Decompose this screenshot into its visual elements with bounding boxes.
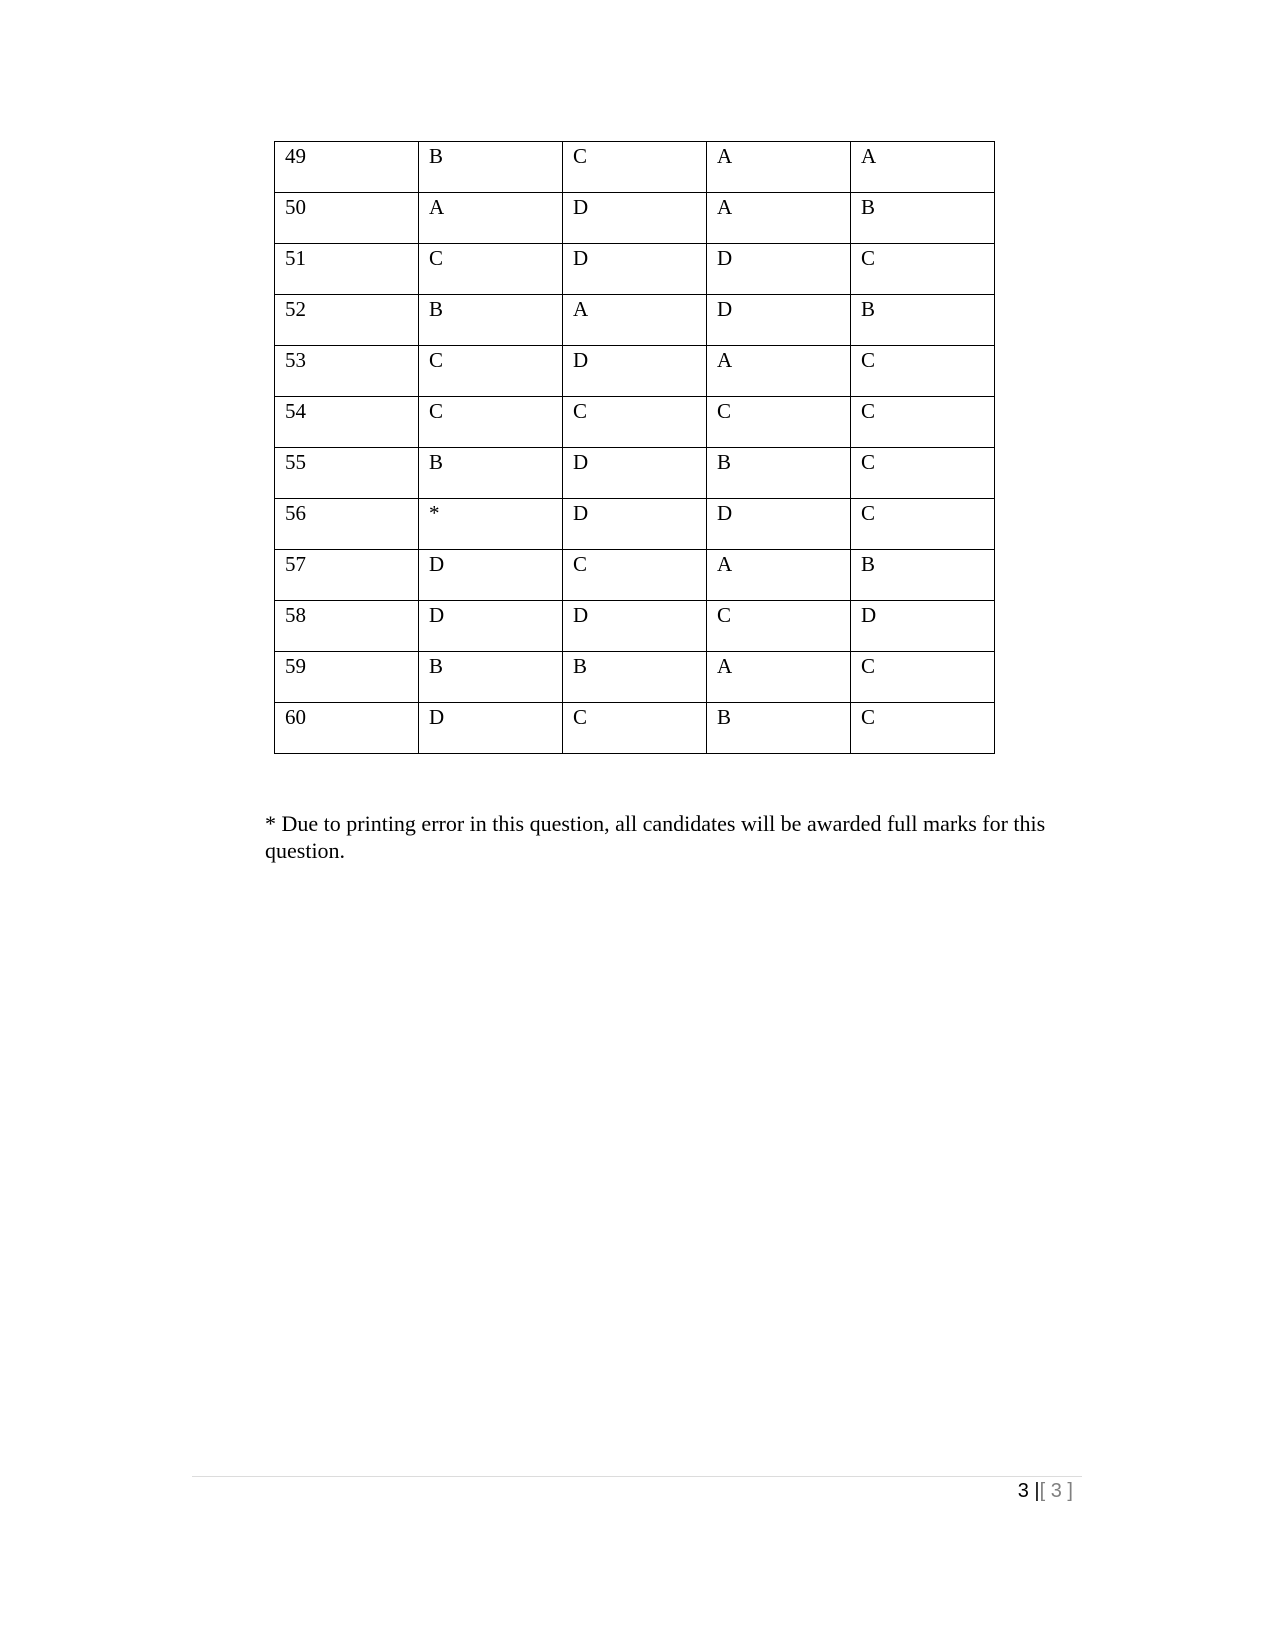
answer-letter: A [717,144,733,168]
answer-cell [563,652,707,703]
answer-letter: C [861,348,876,372]
table-row [275,703,995,754]
answer-letter: D [573,501,589,525]
answer-letter: D [717,501,733,525]
answer-key-body [275,142,995,754]
answer-cell [419,703,563,754]
answer-cell [707,295,851,346]
answer-cell [419,652,563,703]
answer-cell [707,703,851,754]
question-number-cell [275,652,419,703]
question-number-cell [275,397,419,448]
answer-cell [563,703,707,754]
answer-letter: D [573,450,589,474]
answer-letter: C [573,705,588,729]
table-row [275,499,995,550]
answer-cell [851,550,995,601]
answer-letter: C [573,144,588,168]
question-number: 58 [285,603,306,627]
page-total: [ 3 ] [1039,1480,1073,1502]
answer-cell [707,550,851,601]
answer-cell [563,346,707,397]
answer-letter: D [573,603,589,627]
answer-letter: B [429,450,444,474]
answer-cell [707,142,851,193]
answer-letter: A [717,195,733,219]
table-row [275,397,995,448]
answer-cell [707,397,851,448]
answer-letter: D [429,705,445,729]
answer-letter: A [717,348,733,372]
answer-cell [851,601,995,652]
answer-letter: C [861,399,876,423]
answer-cell [419,448,563,499]
question-number: 56 [285,501,306,525]
answer-cell [419,142,563,193]
answer-cell [851,244,995,295]
answer-cell [563,601,707,652]
answer-cell [851,397,995,448]
answer-letter: B [717,705,732,729]
answer-letter: D [717,297,733,321]
answer-letter: A [861,144,877,168]
answer-letter: B [429,654,444,678]
answer-letter: A [429,195,445,219]
answer-cell [419,295,563,346]
answer-letter: * [429,501,440,525]
answer-cell [563,142,707,193]
answer-cell [563,295,707,346]
page-number [1018,1480,1073,1503]
question-number-cell [275,244,419,295]
answer-cell [563,448,707,499]
answer-letter: B [861,195,876,219]
table-row [275,346,995,397]
answer-letter: C [861,450,876,474]
footnote: * Due to printing error in this question, all candidates will be awarded full marks for this question. [265,811,1046,863]
answer-key-table [274,141,995,754]
answer-cell [563,499,707,550]
table-row [275,142,995,193]
answer-cell [851,703,995,754]
answer-letter: A [717,654,733,678]
answer-cell [419,193,563,244]
page-current: 3 [1017,1480,1029,1502]
question-number-cell [275,703,419,754]
answer-letter: D [861,603,877,627]
answer-cell [707,193,851,244]
answer-cell [563,550,707,601]
answer-letter: D [573,348,589,372]
table-row [275,550,995,601]
answer-cell [419,499,563,550]
answer-letter: A [717,552,733,576]
answer-letter: D [573,246,589,270]
answer-letter: C [861,705,876,729]
answer-cell [851,295,995,346]
answer-cell [707,448,851,499]
question-number-cell [275,142,419,193]
answer-cell [563,397,707,448]
answer-letter: D [573,195,589,219]
answer-cell [851,193,995,244]
answer-letter: C [861,246,876,270]
question-number: 52 [285,297,306,321]
answer-letter: C [573,552,588,576]
question-number: 49 [285,144,306,168]
answer-letter: B [717,450,732,474]
answer-letter: C [429,348,444,372]
answer-cell [419,550,563,601]
question-number: 59 [285,654,306,678]
footer-divider [192,1476,1082,1477]
question-number-cell [275,193,419,244]
answer-cell [851,448,995,499]
answer-cell [419,346,563,397]
answer-letter: A [573,297,589,321]
answer-letter: C [573,399,588,423]
answer-letter: B [429,144,444,168]
answer-cell [707,601,851,652]
question-number: 54 [285,399,306,423]
answer-letter: C [861,501,876,525]
question-number-cell [275,295,419,346]
table-row [275,652,995,703]
question-number-cell [275,550,419,601]
question-number: 57 [285,552,306,576]
answer-cell [563,193,707,244]
answer-letter: D [717,246,733,270]
answer-letter: D [429,552,445,576]
answer-cell [419,601,563,652]
answer-letter: C [717,603,732,627]
table-row [275,244,995,295]
question-number-cell [275,448,419,499]
question-number: 51 [285,246,306,270]
answer-letter: D [429,603,445,627]
page-separator: | [1028,1480,1040,1502]
question-number: 50 [285,195,306,219]
answer-cell [851,142,995,193]
answer-letter: B [861,297,876,321]
question-number: 53 [285,348,306,372]
answer-cell [419,397,563,448]
table-row [275,193,995,244]
table-row [275,295,995,346]
answer-cell [707,652,851,703]
answer-letter: B [861,552,876,576]
table-row [275,601,995,652]
answer-letter: C [429,246,444,270]
question-number: 60 [285,705,306,729]
question-number-cell [275,601,419,652]
question-number: 55 [285,450,306,474]
answer-letter: B [573,654,588,678]
answer-cell [851,652,995,703]
answer-cell [851,499,995,550]
table-row [275,448,995,499]
answer-letter: C [861,654,876,678]
answer-cell [851,346,995,397]
question-number-cell [275,346,419,397]
answer-letter: C [429,399,444,423]
answer-letter: C [717,399,732,423]
answer-cell [563,244,707,295]
answer-letter: B [429,297,444,321]
answer-cell [707,346,851,397]
answer-cell [419,244,563,295]
question-number-cell [275,499,419,550]
answer-cell [707,499,851,550]
answer-cell [707,244,851,295]
